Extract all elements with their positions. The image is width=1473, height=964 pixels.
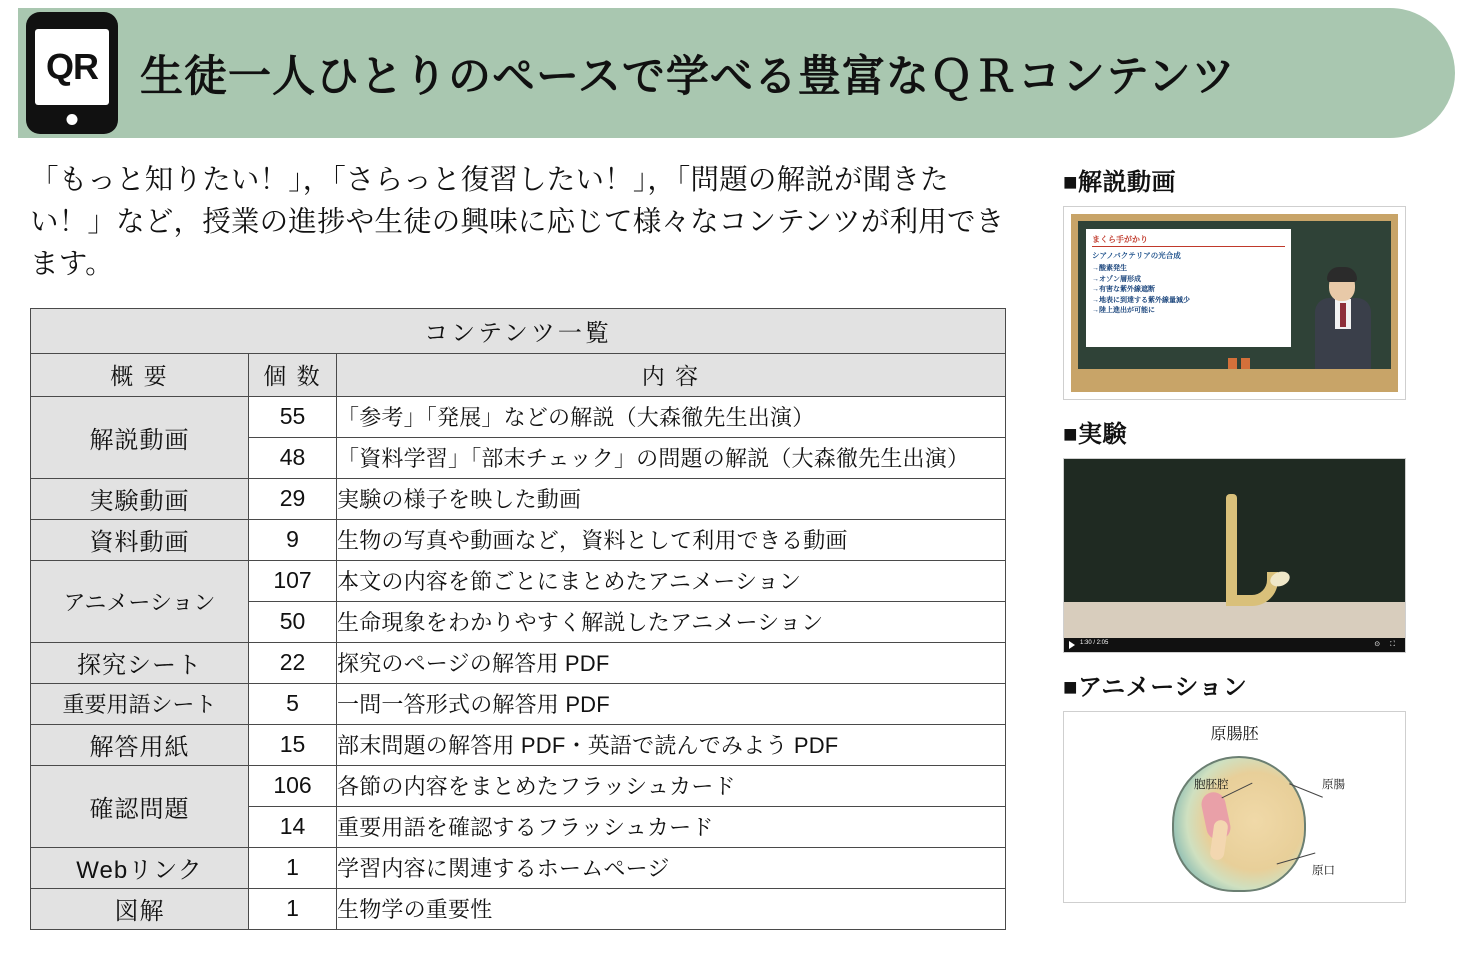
lecture-slide — [1086, 229, 1291, 347]
embryo-diagram — [1172, 756, 1306, 892]
row-category: Webリンク — [31, 847, 249, 888]
chalk-piece — [1228, 358, 1237, 369]
row-category: 探究シート — [31, 642, 249, 683]
column-header-description: 内 容 — [337, 353, 1006, 396]
row-description: 「資料学習」「部末チェック」の問題の解説（大森徹先生出演） — [337, 437, 1006, 478]
label-blastopore: 原口 — [1312, 865, 1335, 877]
row-category: 解説動画 — [31, 396, 249, 478]
row-count: 55 — [249, 396, 337, 437]
slide-line: →有害な紫外線遮断 — [1092, 286, 1155, 293]
slide-line: →オゾン層形成 — [1092, 275, 1141, 283]
panel-experiment-video — [1063, 414, 1453, 653]
animation-title: 原腸胚 — [1210, 726, 1259, 743]
row-count: 29 — [249, 478, 337, 519]
row-description: 実験の様子を映した動画 — [337, 478, 1006, 519]
panel-label-animation: ■アニメーション — [1063, 674, 1248, 701]
row-category: 確認問題 — [31, 765, 249, 847]
column-header-count: 個 数 — [249, 353, 337, 396]
table-header-row — [31, 353, 1006, 396]
row-description: 部末問題の解答用 PDF・英語で読んでみよう PDF — [337, 724, 1006, 765]
label-blastocoel: 胞胚腔 — [1194, 779, 1229, 791]
row-count: 1 — [249, 888, 337, 929]
lab-bench — [1064, 602, 1405, 638]
volume-fullscreen-icons[interactable]: ⊙ ⛶ — [1374, 641, 1399, 648]
page-title: 生徒一人ひとりのペースで学べる豊富なＱＲコンテンツ — [140, 52, 1236, 101]
row-category: 図解 — [31, 888, 249, 929]
video-timestamp: 1:30 / 2:05 — [1080, 640, 1109, 646]
qr-icon-label: QR — [46, 46, 98, 87]
row-description: 一問一答形式の解答用 PDF — [337, 683, 1006, 724]
row-category: 重要用語シート — [31, 683, 249, 724]
content-list-table — [30, 308, 1006, 930]
row-description: 重要用語を確認するフラッシュカード — [337, 806, 1006, 847]
qr-icon-screen — [35, 29, 109, 105]
row-count: 22 — [249, 642, 337, 683]
row-count: 107 — [249, 560, 337, 601]
table-row — [31, 765, 1006, 806]
teacher-figure — [1303, 265, 1387, 385]
table-row — [31, 888, 1006, 929]
slide-line: →地表に到達する紫外線量減少 — [1092, 296, 1190, 304]
lead-paragraph: 「もっと知りたい！」，「さらっと復習したい！」，「問題の解説が聞きたい！」など，授業の進捗や生徒の興味に応じて様々なコンテンツが利用できます。 — [30, 164, 1005, 280]
row-count: 9 — [249, 519, 337, 560]
slide-subtitle: シアノバクテリアの光合成 — [1092, 251, 1181, 260]
row-count: 1 — [249, 847, 337, 888]
row-category: 解答用紙 — [31, 724, 249, 765]
row-description: 生物の写真や動画など，資料として利用できる動画 — [337, 519, 1006, 560]
row-category: アニメーション — [31, 560, 249, 642]
row-description: 「参考」「発展」などの解説（大森徹先生出演） — [337, 396, 1006, 437]
row-description: 探究のページの解答用 PDF — [337, 642, 1006, 683]
table-title-row — [31, 308, 1006, 353]
label-archenteron: 原腸 — [1322, 779, 1345, 791]
panel-label-lecture: ■解説動画 — [1063, 169, 1176, 196]
left-column — [30, 160, 1005, 930]
panel-lecture-video — [1063, 162, 1453, 400]
lecture-video-thumbnail[interactable] — [1063, 206, 1406, 400]
row-count: 50 — [249, 601, 337, 642]
right-column — [1063, 162, 1453, 917]
row-count: 15 — [249, 724, 337, 765]
table-row — [31, 642, 1006, 683]
row-count: 14 — [249, 806, 337, 847]
teacher-tie — [1340, 303, 1346, 327]
teacher-hair — [1327, 267, 1357, 282]
row-description: 生物学の重要性 — [337, 888, 1006, 929]
header-banner — [18, 8, 1455, 138]
table-row — [31, 683, 1006, 724]
animation-thumbnail[interactable] — [1063, 711, 1406, 903]
table-row — [31, 478, 1006, 519]
row-count: 5 — [249, 683, 337, 724]
panel-label-experiment: ■実験 — [1063, 421, 1127, 448]
chalk-piece — [1241, 358, 1250, 369]
row-count: 48 — [249, 437, 337, 478]
row-description: 学習内容に関連するホームページ — [337, 847, 1006, 888]
table-row — [31, 724, 1006, 765]
chalk-ledge — [1078, 369, 1391, 385]
play-icon[interactable] — [1069, 641, 1075, 649]
slide-line: →陸上進出が可能に — [1092, 307, 1155, 314]
qr-icon-home-button — [67, 114, 78, 125]
table-row — [31, 560, 1006, 601]
row-count: 106 — [249, 765, 337, 806]
row-description: 生命現象をわかりやすく解説したアニメーション — [337, 601, 1006, 642]
panel-animation — [1063, 667, 1453, 903]
row-description: 本文の内容を節ごとにまとめたアニメーション — [337, 560, 1006, 601]
qr-icon — [26, 12, 118, 134]
row-category: 資料動画 — [31, 519, 249, 560]
experiment-video-thumbnail[interactable] — [1063, 458, 1406, 653]
table-row — [31, 847, 1006, 888]
table-title: コンテンツ一覧 — [31, 308, 1006, 353]
slide-title: まくら手がかり — [1092, 234, 1285, 247]
slide-line: →酸素発生 — [1092, 265, 1127, 272]
column-header-category: 概 要 — [31, 353, 249, 396]
table-row — [31, 519, 1006, 560]
row-description: 各節の内容をまとめたフラッシュカード — [337, 765, 1006, 806]
blackboard — [1071, 214, 1398, 392]
video-control-bar[interactable] — [1064, 638, 1405, 652]
row-category: 実験動画 — [31, 478, 249, 519]
table-row — [31, 396, 1006, 437]
